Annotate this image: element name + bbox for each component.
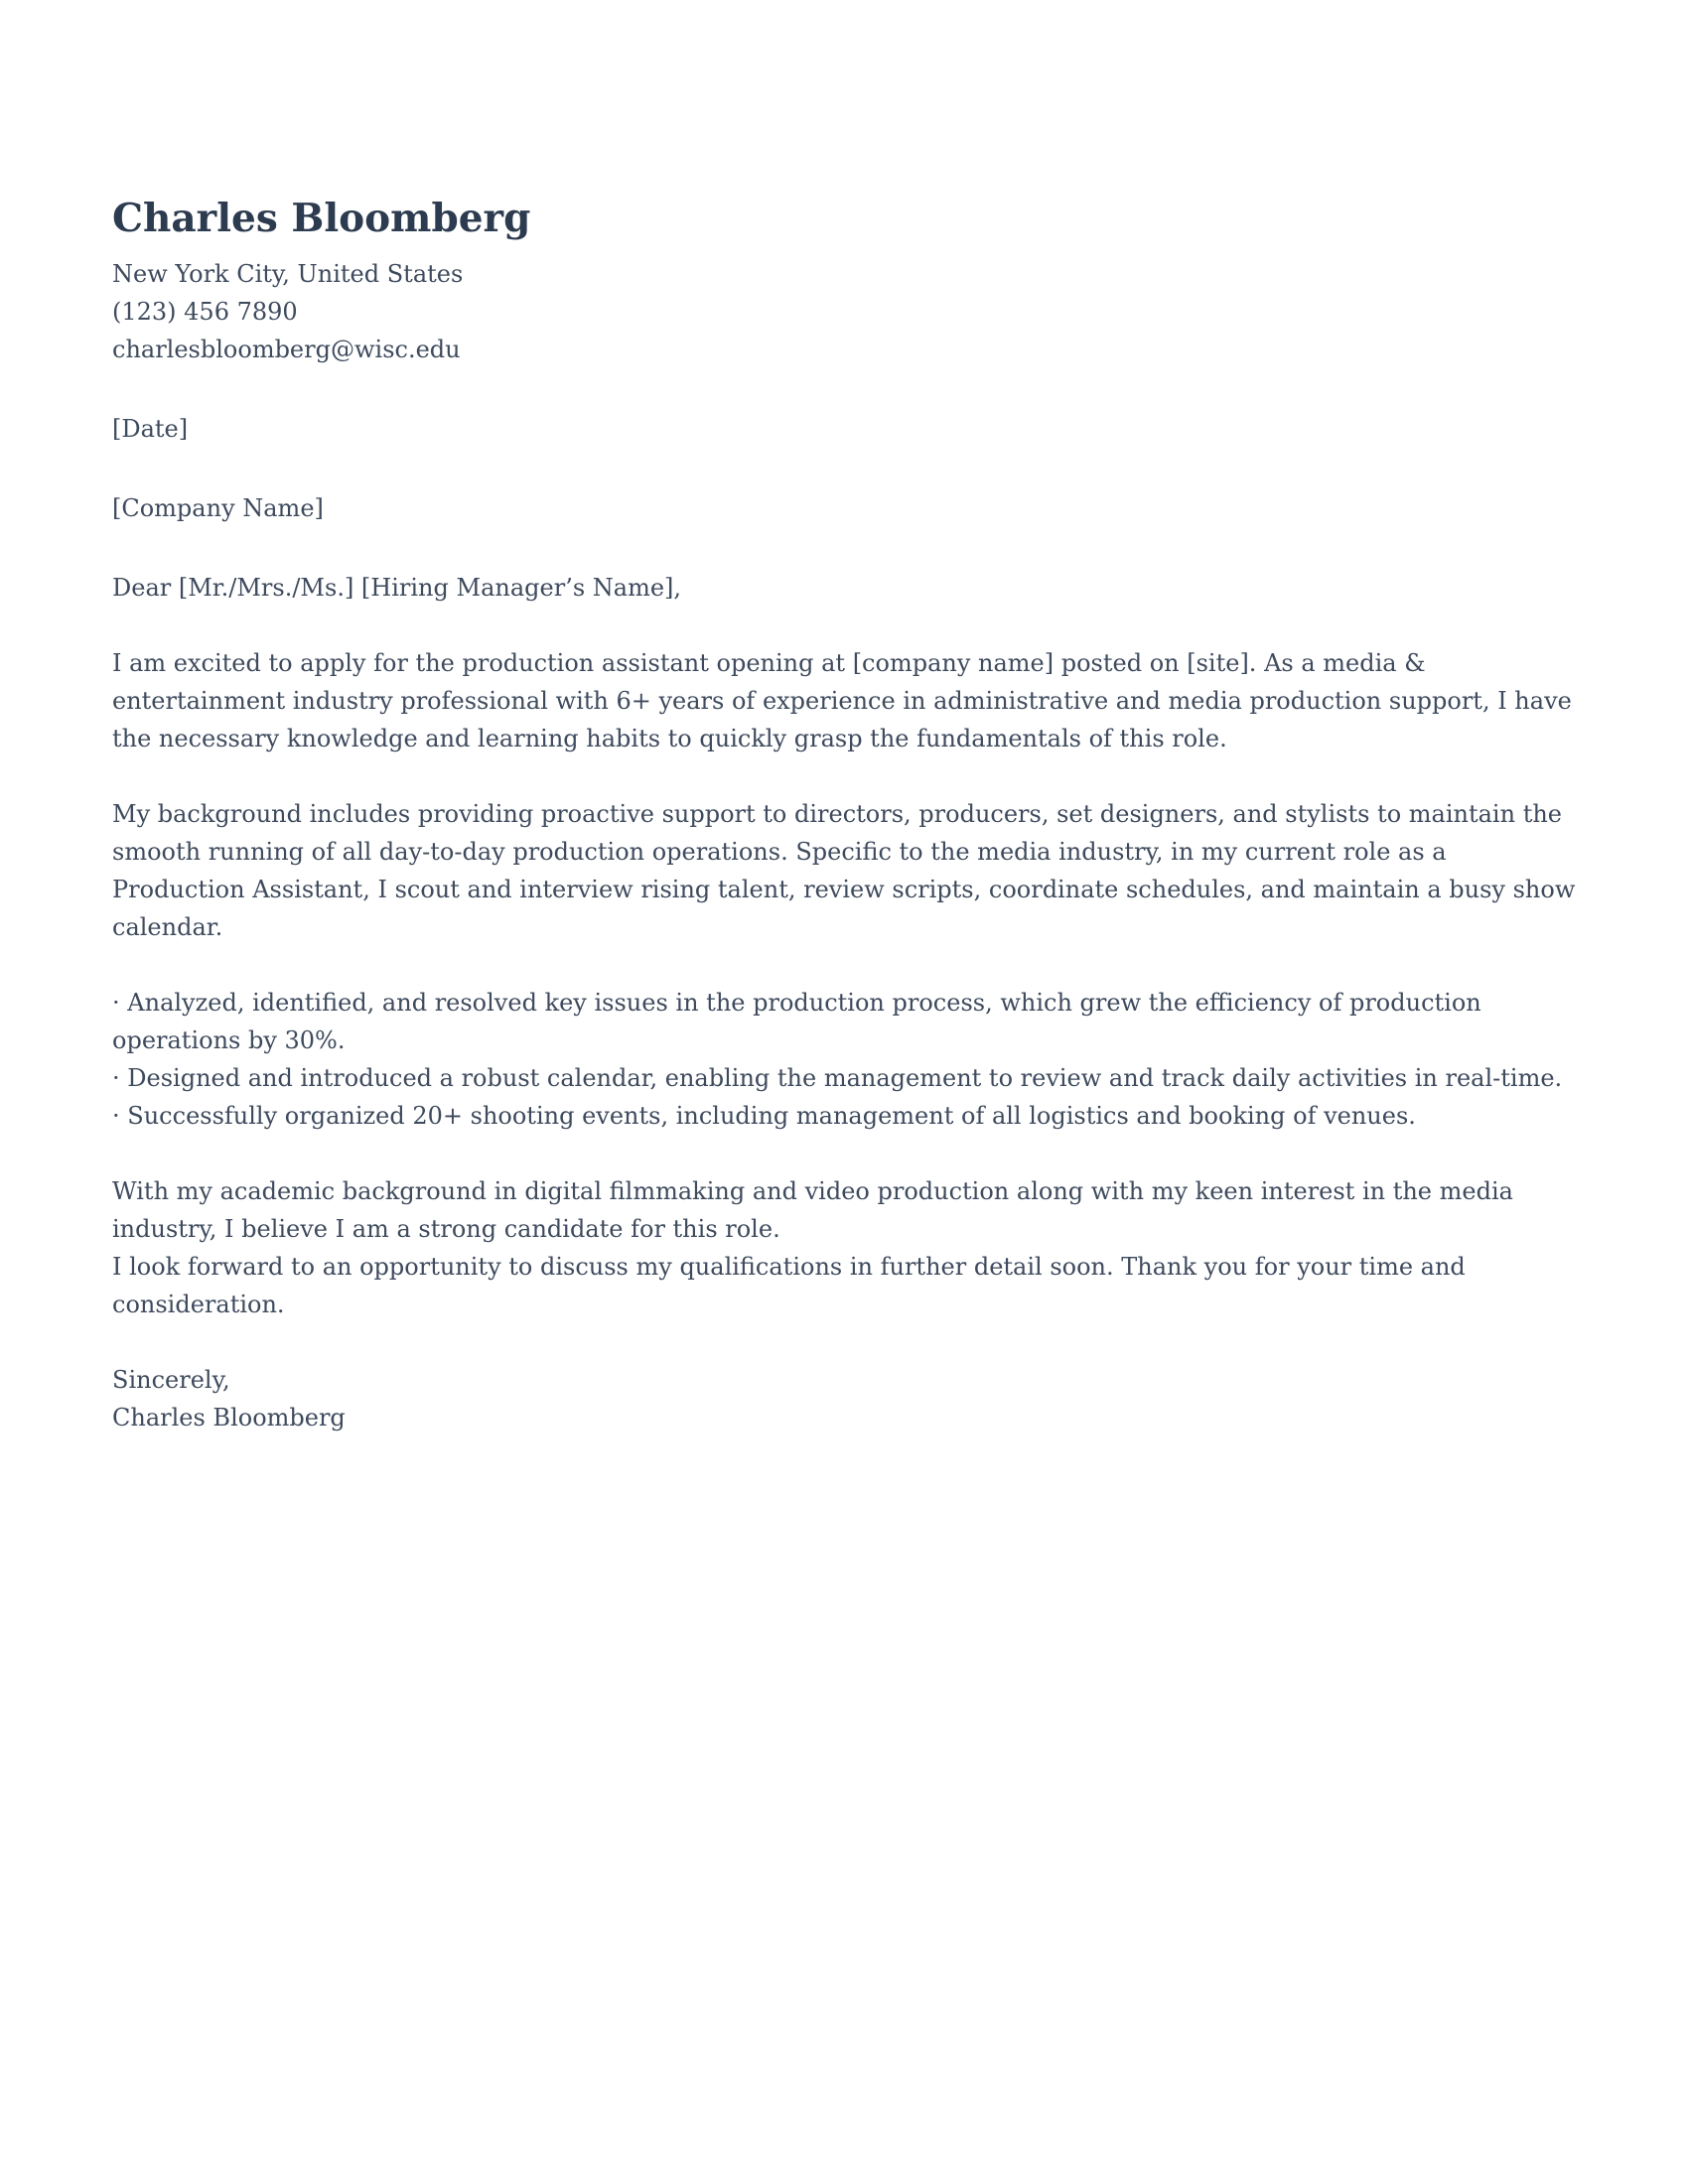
bullet-marker: · [112,1063,120,1092]
signature-name: Charles Bloomberg [112,1403,346,1432]
closing-paragraph-line: With my academic background in digital filmmaking and video production along with my keen interest in the media industry, I believe I am a strong candidate for this role. [112,1176,1513,1243]
signoff-block [112,1361,1576,1436]
email-line: charlesbloomberg@wisc.edu [112,335,461,363]
date-placeholder: [Date] [112,414,189,443]
salutation: Dear [Mr./Mrs./Ms.] [Hiring Manager’s Name], [112,573,682,602]
phone-line: (123) 456 7890 [112,297,298,326]
achievement-bullet [112,1097,1576,1135]
achievements-list [112,984,1576,1135]
signoff: Sincerely, [112,1365,230,1394]
achievement-bullet [112,984,1576,1059]
candidate-name: Charles Bloomberg [112,196,531,241]
closing-paragraph [112,1172,1576,1323]
background-paragraph: My background includes providing proactive support to directors, producers, set designers, and stylists to maintain the smooth running of all day-to-day production operations. Specific to the media industry, in my current role as a Production Assistant, I scout and interview rising talent, review scripts, coordinate schedules, and maintain a busy show calendar. [112,799,1576,941]
intro-paragraph: I am excited to apply for the production assistant opening at [company name] posted on [site]. As a media & entertainment industry professional with 6+ years of experience in administrative and media production support, I have the necessary knowledge and learning habits to quickly grasp the fundamentals of this role. [112,648,1572,752]
company-placeholder: [Company Name] [112,493,324,522]
bullet-marker: · [112,988,120,1017]
bullet-marker: · [112,1101,120,1130]
closing-paragraph-line: I look forward to an opportunity to discuss my qualifications in further detail soon. Thank you for your time and consideration. [112,1252,1466,1318]
achievement-bullet-text: Designed and introduced a robust calendar, enabling the management to review and track daily activities in real-time. [127,1063,1563,1092]
achievement-bullet-text: Successfully organized 20+ shooting events, including management of all logistics and booking of venues. [127,1101,1416,1130]
location-line: New York City, United States [112,259,464,288]
contact-block [112,255,1576,368]
achievement-bullet [112,1059,1576,1097]
achievement-bullet-text: Analyzed, identified, and resolved key issues in the production process, which grew the efficiency of production operations by 30%. [112,988,1481,1054]
